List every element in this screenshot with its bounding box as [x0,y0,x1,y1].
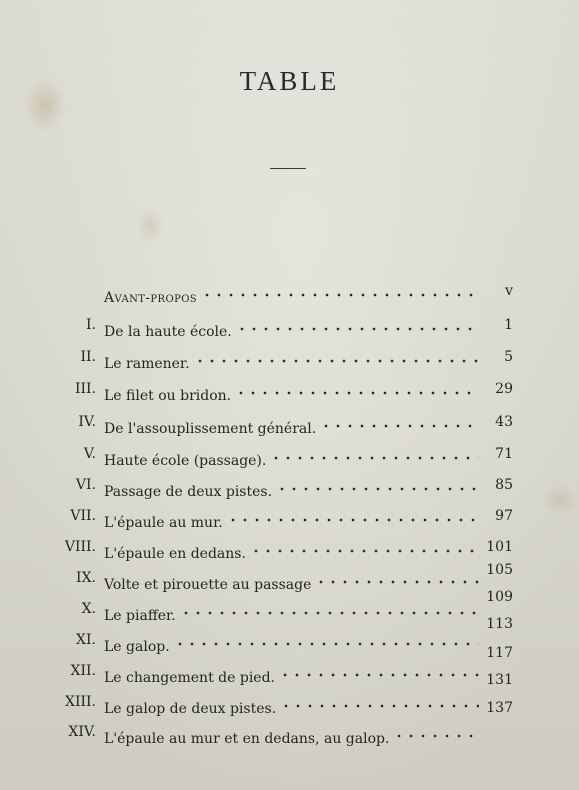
toc-entry-number: X. [81,601,96,617]
toc-entry-title: De l'assouplissement général. [104,421,317,437]
toc-entry-line [104,721,479,750]
dot-leader [276,474,479,496]
toc-entry-line [104,629,479,658]
dot-leader [279,660,479,682]
toc-entry-title: L'épaule au mur. [104,515,223,531]
toc-entry-page: v [505,283,513,299]
toc-entry-title: De la haute école. [104,324,232,340]
toc-entry-page: 1 [504,317,513,333]
toc-entry-page: 137 [486,700,513,716]
dot-leader [250,536,479,558]
toc-entry-page: 71 [495,446,513,462]
toc-entry-line [104,691,479,720]
toc-entry-title: Le piaffer. [104,608,176,624]
toc-entry [0,280,579,306]
toc-entry-number: XIII. [64,694,96,710]
toc-entry-number: III. [74,381,96,397]
toc-entry-line [104,378,479,407]
toc-entry-line [104,505,479,534]
dot-leader [227,505,479,527]
toc-entry [0,505,579,531]
dot-leader [320,411,479,433]
toc-entry-number: VII. [70,508,96,524]
toc-entry-line [104,567,479,596]
toc-entry-number: II. [80,349,96,365]
toc-entry [0,378,579,404]
toc-entry-number: VI. [75,477,96,493]
toc-entry-number: VIII. [64,539,96,555]
toc-entry-page: 131 [486,672,513,688]
toc-entry-line [104,536,479,565]
toc-entry-line [104,411,479,440]
toc-entry-title: Passage de deux pistes. [104,484,273,500]
dot-leader [194,346,479,368]
toc-entry-number: V. [83,446,96,462]
toc-entry-title: Le filet ou bridon. [104,388,232,404]
toc-entry-title: Le changement de pied. [104,670,275,686]
toc-entry-page: 85 [495,477,513,493]
toc-entry-title: Volte et pirouette au passage [104,577,312,593]
toc-entry-title: L'épaule en dedans. [104,546,246,562]
toc-entry-line [104,314,479,343]
toc-entry-number: XII. [70,663,96,679]
toc-entry-page: 97 [495,508,513,524]
toc-entry [0,346,579,372]
toc-entry-line [104,660,479,689]
toc-entry-page: 43 [495,414,513,430]
dot-leader [201,280,479,302]
dot-leader [280,691,479,713]
dot-leader [393,721,479,743]
toc-entry-page: 117 [486,645,513,661]
toc-entry-number: XIV. [68,724,96,740]
toc-entry-number: IV. [78,414,96,430]
toc-entry [0,443,579,469]
toc-entry-page: 29 [495,381,513,397]
toc-entry-title: Le galop. [104,639,170,655]
toc-entry-title: Le galop de deux pistes. [104,701,277,717]
toc-entry [0,474,579,500]
toc-entry-title: L'épaule au mur et en dedans, au galop. [104,731,390,747]
toc-entry-page: 109 [486,589,513,605]
table-of-contents [0,280,579,747]
toc-entry-title: Haute école (passage). [104,453,267,469]
toc-entry-line [104,443,479,472]
title-divider [270,168,306,169]
toc-entry-page: 5 [504,349,513,365]
toc-entry-line [104,598,479,627]
page-title: TABLE [239,66,340,96]
toc-entry [0,314,579,340]
toc-entry-page: 105 [486,562,513,578]
toc-entry-number: IX. [76,570,96,586]
toc-entry [0,411,579,437]
toc-entry-page: 101 [486,539,513,555]
dot-leader [174,629,479,651]
toc-entry-number: I. [86,317,96,333]
toc-entry-title: Le ramener. [104,356,190,372]
dot-leader [315,567,479,589]
dot-leader [180,598,479,620]
dot-leader [235,378,479,400]
toc-entry-line [104,474,479,503]
dot-leader [236,314,479,336]
toc-entry-line [104,346,479,375]
toc-entry-title: Avant-propos [104,290,198,306]
toc-entry [0,536,579,562]
toc-entry-page: 113 [486,616,513,632]
dot-leader [270,443,479,465]
toc-entry-number: XI. [76,632,96,648]
toc-entry-line [104,280,479,309]
